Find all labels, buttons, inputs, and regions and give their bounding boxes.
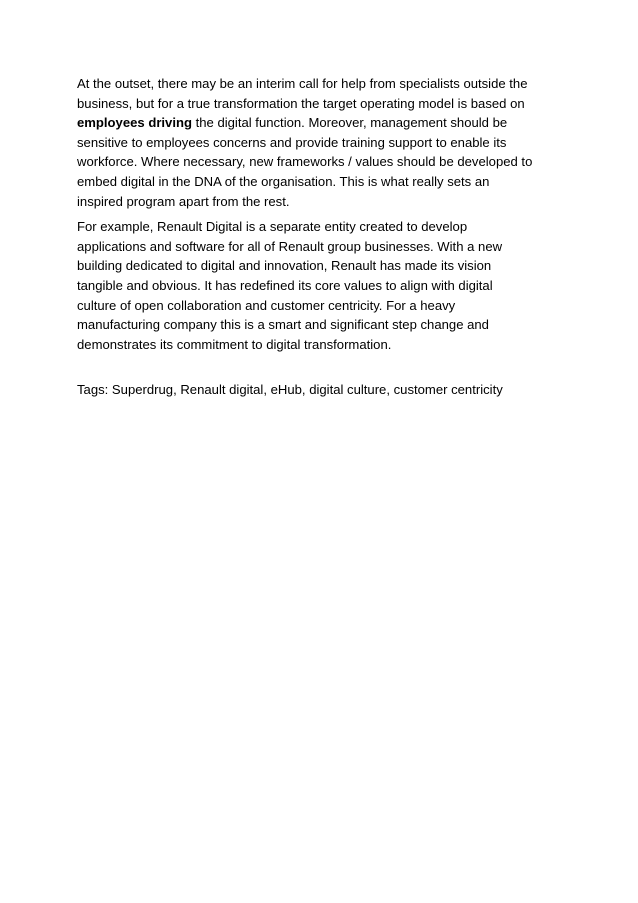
tags-line: Tags: Superdrug, Renault digital, eHub, digital culture, customer centricity bbox=[77, 382, 503, 398]
document-body bbox=[77, 74, 567, 406]
paragraph-renault-digital: For example, Renault Digital is a separate entity created to develop applications and software for all of Renault group businesses. With a new building dedicated to digital and innovation, Renault has made its vision tangible and obvious. It has redefined its core values to align with digital culture of open collaboration and customer centricity. For a heavy manufacturing company this is a smart and significant step change and demonstrates its commitment to digital transformation. bbox=[77, 219, 503, 352]
paragraph-1-text-start: At the outset, there may be an interim call for help from specialists outside the business, but for a true transformation the target operating model is based on bbox=[77, 76, 528, 111]
paragraph-1-bold-phrase: employees driving bbox=[77, 115, 192, 131]
paragraph-1-text-end: the digital function. Moreover, management should be sensitive to employees concerns and provide training support to enable its workforce. Where necessary, new frameworks / values should be developed to embed digital in the DNA of the organisation. This is what really sets an inspired program apart from the rest. bbox=[77, 115, 533, 209]
paragraph-target-operating-model bbox=[77, 74, 567, 211]
